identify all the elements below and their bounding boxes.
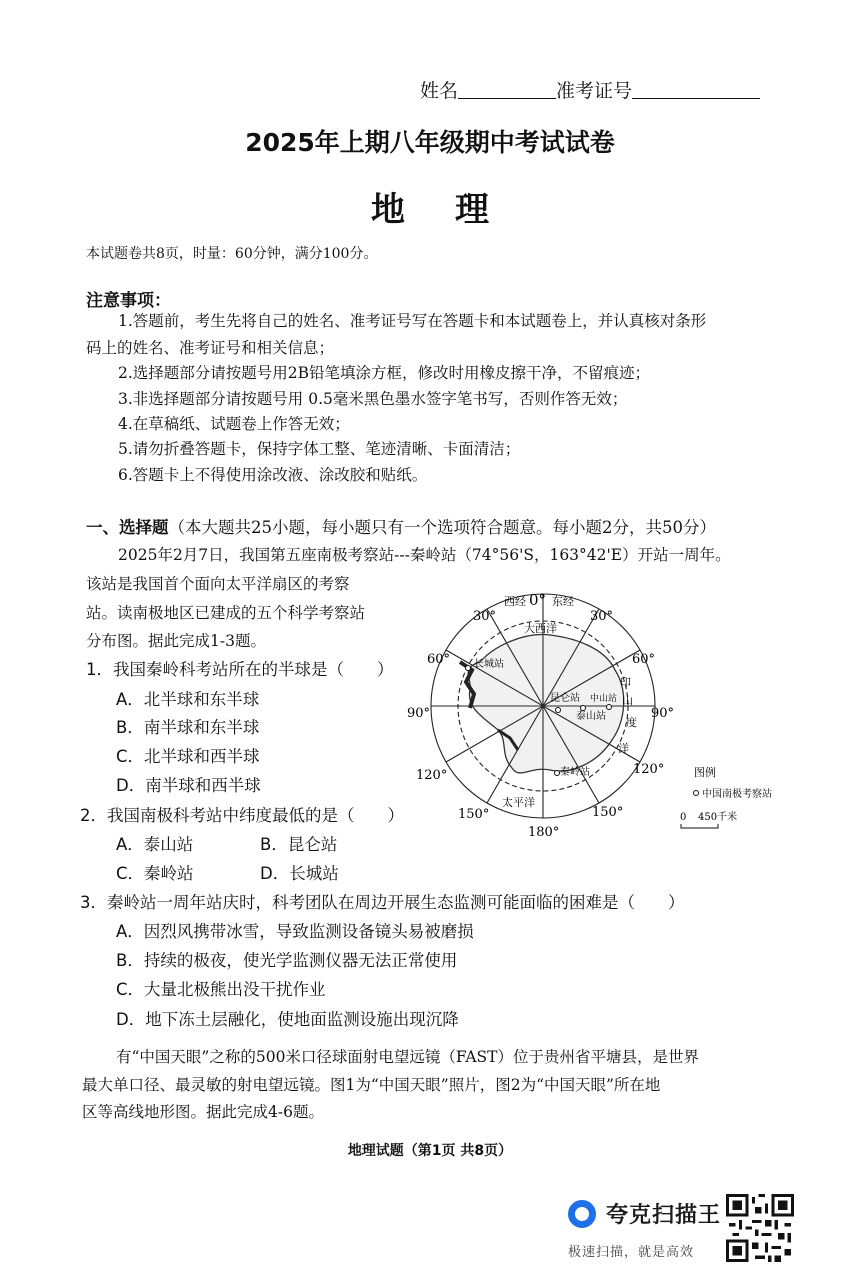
exam-title: 2025年上期八年级期中考试试卷 <box>245 128 615 157</box>
lon-label-e150: 150° <box>592 805 624 820</box>
lon-label-180: 180° <box>528 825 560 840</box>
lon-label-w150: 150° <box>458 807 490 822</box>
section-label: 一、选择题 <box>86 518 169 537</box>
page-footer: 地理试题（第1页 共8页） <box>347 1143 513 1159</box>
kunlun-station-label: 昆仑站 <box>550 693 580 704</box>
legend-station-symbol <box>694 791 699 796</box>
indian-ocean-char: 度 <box>626 716 637 729</box>
lon-label-e90: 90° <box>651 706 675 721</box>
qinling-station-dot <box>555 771 560 776</box>
lon-label-w120: 120° <box>416 768 448 783</box>
option-b[interactable]: B．持续的极夜，使光学监测仪器无法正常使用 <box>116 951 458 970</box>
option-b[interactable]: B．昆仑站 <box>260 835 338 854</box>
changcheng-station-dot <box>466 666 471 671</box>
zhongshan-station-label: 中山站 <box>590 694 618 704</box>
scale-value: 450千米 <box>698 812 738 823</box>
notice-item: 1.答题前，考生先将自己的姓名、准考证号写在答题卡和本试题卷上，并认真核对条形 <box>118 312 707 330</box>
indian-ocean-char: 洋 <box>618 742 629 755</box>
west-longitude-label: 西经 <box>504 595 526 608</box>
exam-id-label: 准考证号 <box>556 80 633 102</box>
subject-title: 地理 <box>371 190 539 230</box>
section-desc: （本大题共25小题，每小题只有一个选项符合题意。每小题2分，共50分） <box>168 518 716 537</box>
question-stem: 3．秦岭站一周年站庆时，科考团队在周边开展生态监测可能面临的困难是（ ） <box>80 893 685 912</box>
scale-zero: 0 <box>680 812 687 823</box>
legend-title: 图例 <box>694 766 716 779</box>
notice-item: 码上的姓名、准考证号和相关信息； <box>86 339 335 357</box>
option-c[interactable]: C．大量北极熊出没干扰作业 <box>116 980 326 999</box>
exam-id-blank[interactable] <box>632 81 760 99</box>
intro-line: 该站是我国首个面向太平洋扇区的考察 <box>86 575 350 593</box>
option-d[interactable]: D．地下冻土层融化，使地面监测设施出现沉降 <box>116 1010 459 1029</box>
taishan-station-label: 泰山站 <box>576 711 606 722</box>
scanner-slogan: 极速扫描，就是高效 <box>568 1245 695 1260</box>
notice-item: 4.在草稿纸、试题卷上作答无效； <box>118 415 350 433</box>
indian-ocean-char: 山 <box>622 694 633 707</box>
option-c[interactable]: C．秦岭站 <box>116 864 194 883</box>
question-stem: 1．我国秦岭科考站所在的半球是（ ） <box>86 660 394 679</box>
intro-line: 2025年2月7日，我国第五座南极考察站---秦岭站（74°56'S，163°42'E）开站一周年。 <box>118 546 731 564</box>
intro-line: 分布图。据此完成1-3题。 <box>86 632 266 650</box>
option-a[interactable]: A．因烈风携带冰雪，导致监测设备镜头易被磨损 <box>116 922 474 941</box>
atlantic-ocean-label: 大西洋 <box>524 622 557 635</box>
notice-item: 2.选择题部分请按题号用2B铅笔填涂方框，修改时用橡皮擦干净，不留痕迹； <box>118 364 651 382</box>
name-blank[interactable] <box>458 81 556 99</box>
indian-ocean-char: 印 <box>620 676 631 689</box>
passage-line: 有“中国天眼”之称的500米口径球面射电望远镜（FAST）位于贵州省平塘县，是世界 <box>116 1048 699 1066</box>
passage-line: 最大单口径、最灵敏的射电望远镜。图1为“中国天眼”照片，图2为“中国天眼”所在地 <box>82 1076 661 1094</box>
notice-item: 3.非选择题部分请按题号用 0.5毫米黑色墨水签字笔书写，否则作答无效； <box>118 390 628 408</box>
option-b[interactable]: B．南半球和东半球 <box>116 718 260 737</box>
candidate-info-line <box>420 76 760 103</box>
lon-label-e30: 30° <box>590 609 614 624</box>
exam-meta: 本试题卷共8页，时量：60分钟，满分100分。 <box>86 246 378 262</box>
option-d[interactable]: D．南半球和西半球 <box>116 776 261 795</box>
intro-line: 站。读南极地区已建成的五个科学考察站 <box>86 604 366 622</box>
zhongshan-station-dot <box>607 705 612 710</box>
option-c[interactable]: C．北半球和西半球 <box>116 747 260 766</box>
antarctic-station-map <box>400 590 790 840</box>
pacific-ocean-label: 太平洋 <box>502 796 535 809</box>
qr-code-icon <box>726 1194 794 1262</box>
notice-item: 5.请勿折叠答题卡，保持字体工整、笔迹清晰、卡面清洁； <box>118 440 521 458</box>
lon-label-w60: 60° <box>427 652 451 667</box>
changcheng-station-label: 长城站 <box>474 659 504 670</box>
question-stem: 2．我国南极科考站中纬度最低的是（ ） <box>80 806 404 825</box>
qinling-station-label: 秦岭站 <box>560 767 590 778</box>
lon-label-e120: 120° <box>633 762 665 777</box>
lon-label-w30: 30° <box>473 609 497 624</box>
notice-item: 6.答题卡上不得使用涂改液、涂改胶和贴纸。 <box>118 466 428 484</box>
scanner-logo-icon <box>568 1200 596 1228</box>
option-a[interactable]: A．泰山站 <box>116 835 194 854</box>
kunlun-station-dot <box>556 708 561 713</box>
passage-line: 区等高线地形图。据此完成4-6题。 <box>82 1103 324 1121</box>
notice-title: 注意事项： <box>86 291 171 311</box>
lon-label-w90: 90° <box>407 706 431 721</box>
lon-label-e60: 60° <box>632 652 656 667</box>
scale-bar <box>681 824 718 828</box>
scanner-brand: 夸克扫描王 <box>606 1203 722 1228</box>
option-a[interactable]: A．北半球和东半球 <box>116 690 260 709</box>
legend-station-text: 中国南极考察站 <box>702 789 772 800</box>
section-heading <box>86 514 716 538</box>
option-d[interactable]: D．长城站 <box>260 864 339 883</box>
east-longitude-label: 东经 <box>552 595 574 608</box>
prime-meridian-label: 0° <box>529 591 547 609</box>
name-label: 姓名 <box>420 80 459 102</box>
taishan-station-dot <box>581 706 586 711</box>
